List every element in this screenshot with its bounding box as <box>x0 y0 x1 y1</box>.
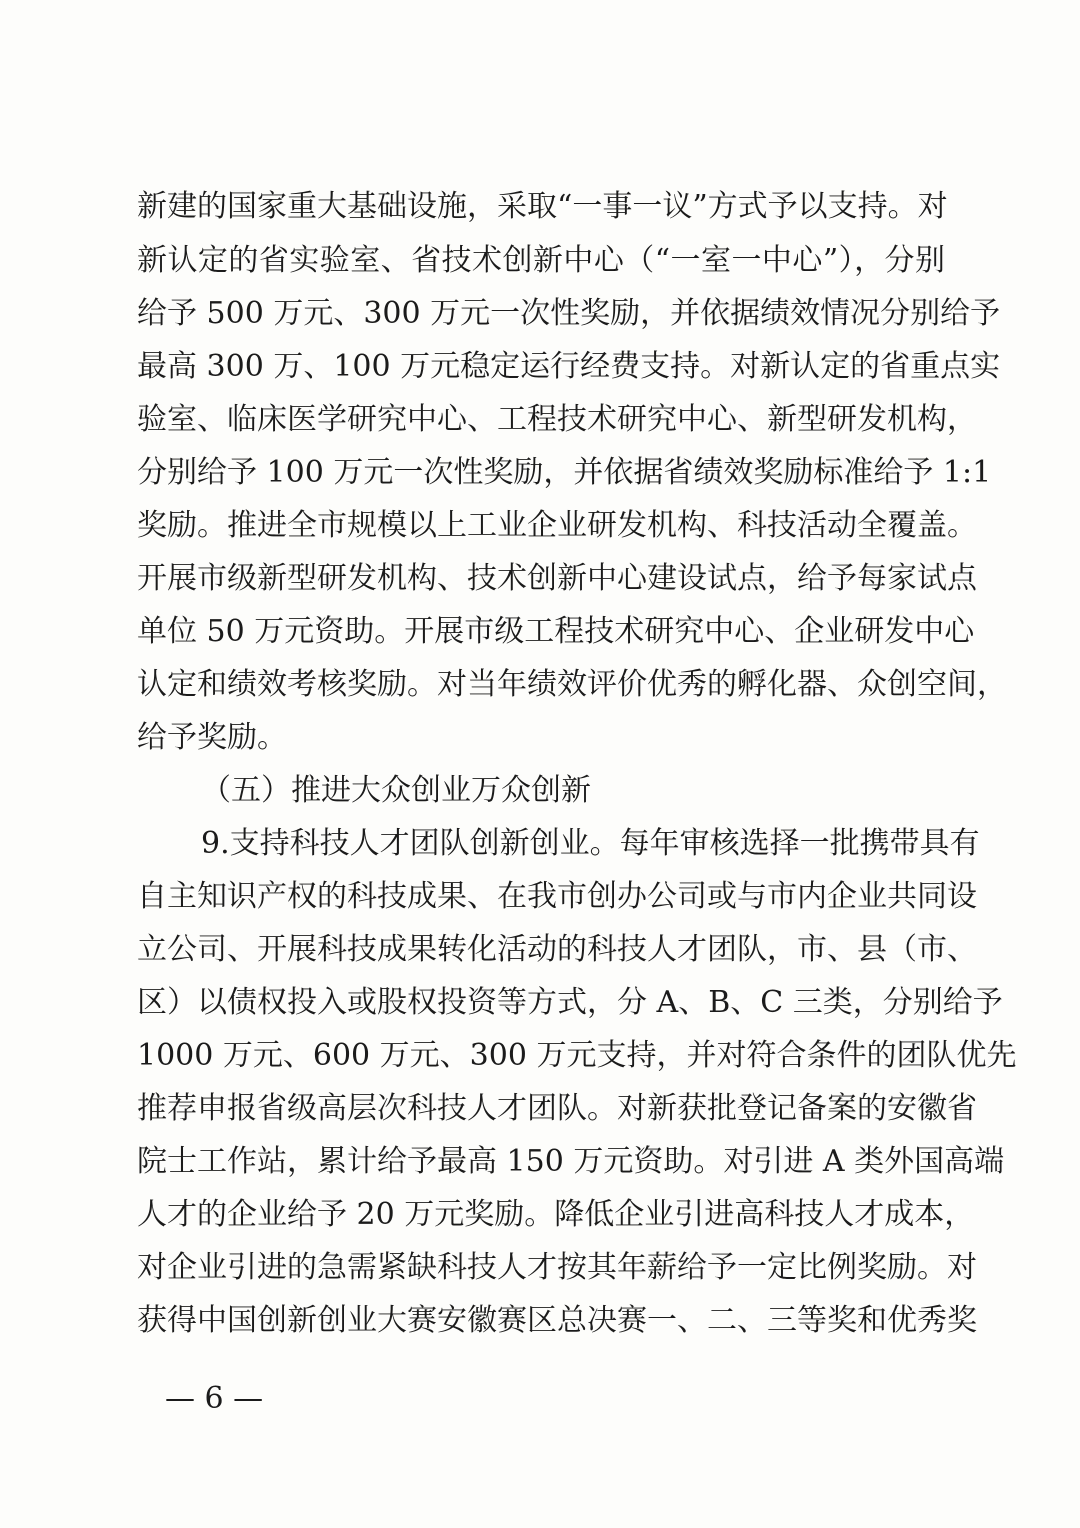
text-line: 新认定的省实验室、省技术创新中心（“一室一中心”），分别 <box>137 243 945 278</box>
text-line: 自主知识产权的科技成果、在我市创办公司或与市内企业共同设 <box>137 879 977 914</box>
text-line: 给予 500 万元、300 万元一次性奖励，并依据绩效情况分别给予 <box>137 296 1001 331</box>
text-line: 推荐申报省级高层次科技人才团队。对新获批登记备案的安徽省 <box>137 1091 977 1126</box>
text-line: 单位 50 万元资助。开展市级工程技术研究中心、企业研发中心 <box>137 614 975 649</box>
text-line: 人才的企业给予 20 万元奖励。降低企业引进高科技人才成本， <box>137 1197 975 1232</box>
text-line: 认定和绩效考核奖励。对当年绩效评价优秀的孵化器、众创空间， <box>137 667 1007 702</box>
paragraph-first-line: 9.支持科技人才团队创新创业。每年审核选择一批携带具有 <box>201 826 980 861</box>
text-line: 1000 万元、600 万元、300 万元支持，并对符合条件的团队优先 <box>137 1038 1017 1073</box>
page-number: — 6 — <box>165 1381 264 1416</box>
text-line: 区）以债权投入或股权投资等方式，分 A、B、C 三类，分别给予 <box>137 985 1003 1020</box>
text-line: 分别给予 100 万元一次性奖励，并依据省绩效奖励标准给予 1:1 <box>137 455 992 490</box>
text-line: 获得中国创新创业大赛安徽赛区总决赛一、二、三等奖和优秀奖 <box>137 1303 977 1338</box>
text-line: 立公司、开展科技成果转化活动的科技人才团队，市、县（市、 <box>137 932 977 967</box>
text-line: 最高 300 万、100 万元稳定运行经费支持。对新认定的省重点实 <box>137 349 1001 384</box>
text-line: 新建的国家重大基础设施，采取“一事一议”方式予以支持。对 <box>137 189 948 224</box>
text-line: 院士工作站，累计给予最高 150 万元资助。对引进 A 类外国高端 <box>137 1144 1005 1179</box>
paragraph-end-line: 给予奖励。 <box>137 720 287 755</box>
text-line: 开展市级新型研发机构、技术创新中心建设试点，给予每家试点 <box>137 561 977 596</box>
text-line: 对企业引进的急需紧缺科技人才按其年薪给予一定比例奖励。对 <box>137 1250 977 1285</box>
text-line: 奖励。推进全市规模以上工业企业研发机构、科技活动全覆盖。 <box>137 508 977 543</box>
text-line: 验室、临床医学研究中心、工程技术研究中心、新型研发机构， <box>137 402 977 437</box>
section-heading: （五）推进大众创业万众创新 <box>201 773 591 808</box>
